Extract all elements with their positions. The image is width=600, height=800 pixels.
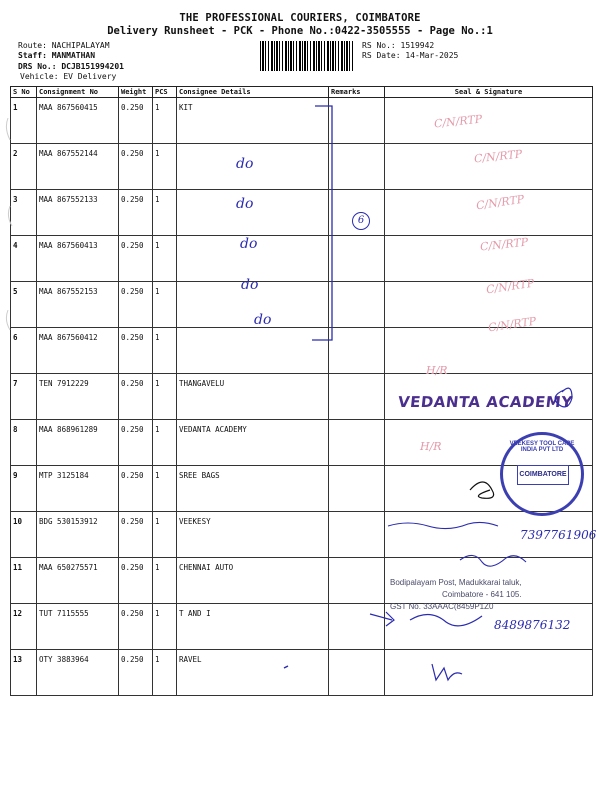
table-cell-weight: 0.250 [119, 466, 153, 512]
sign-phone: 8489876132 [494, 618, 571, 632]
col-weight: Weight [119, 87, 153, 98]
table-cell-consignment: MAA 867560415 [37, 98, 119, 144]
table-cell-pcs: 1 [153, 374, 177, 420]
table-cell-sno: 3 [11, 190, 37, 236]
table-cell-sno: 12 [11, 604, 37, 650]
table-cell-pcs: 1 [153, 236, 177, 282]
company-title: THE PROFESSIONAL COURIERS, COIMBATORE [179, 12, 421, 24]
table-cell-sno: 11 [11, 558, 37, 604]
ditto-mark: do [236, 156, 254, 172]
table-cell-pcs: 1 [153, 190, 177, 236]
table-cell-pcs: 1 [153, 512, 177, 558]
seal-city: COIMBATORE [517, 465, 569, 485]
table-cell-pcs: 1 [153, 466, 177, 512]
ditto-mark: do [241, 277, 259, 293]
remark-count: 6 [352, 212, 370, 230]
drs-label: DRS No.: DCJB151994201 [18, 62, 124, 71]
pink-note: C/N/RTP [475, 192, 525, 213]
table-cell-consignment: MAA 867560413 [37, 236, 119, 282]
table-cell-sno: 5 [11, 282, 37, 328]
table-cell-pcs: 1 [153, 558, 177, 604]
table-cell-consignment: OTY 3883964 [37, 650, 119, 696]
seal-ring-text: VEEKESY TOOL CAPE INDIA PVT LTD [509, 441, 575, 453]
table-cell-consignment: MAA 867552133 [37, 190, 119, 236]
table-cell-consignment: TEN 7912229 [37, 374, 119, 420]
vedanta-stamp: VEDANTA ACADEMY [397, 393, 574, 411]
table-cell-weight: 0.250 [119, 604, 153, 650]
table-cell-weight: 0.250 [119, 374, 153, 420]
pink-note: C/N/RTP [473, 147, 523, 166]
table-cell-consignment: MTP 3125184 [37, 466, 119, 512]
table-cell-sno: 10 [11, 512, 37, 558]
vehicle-label: Vehicle: EV Delivery [20, 72, 117, 81]
table-cell-sno: 2 [11, 144, 37, 190]
ditto-mark: do [254, 312, 272, 328]
runsheet-subtitle: Delivery Runsheet - PCK - Phone No.:0422-3505555 - Page No.:1 [107, 25, 493, 37]
ditto-mark: do [236, 196, 254, 212]
pink-note: C/N/RTP [479, 235, 529, 254]
table-cell-weight: 0.250 [119, 144, 153, 190]
table-cell-consignee: RAVEL [177, 650, 329, 696]
table-cell-sno: 4 [11, 236, 37, 282]
route-label: Route: NACHIPALAYAM [18, 41, 110, 50]
table-cell-weight: 0.250 [119, 650, 153, 696]
hr-mark: H/R [420, 440, 442, 453]
table-cell-consignment: MAA 868961289 [37, 420, 119, 466]
col-consignment: Consignment No [37, 87, 119, 98]
table-cell-pcs: 1 [153, 604, 177, 650]
table-cell-pcs: 1 [153, 328, 177, 374]
col-remarks: Remarks [329, 87, 385, 98]
table-cell-weight: 0.250 [119, 420, 153, 466]
table-cell-consignment: MAA 650275571 [37, 558, 119, 604]
table-cell-sno: 13 [11, 650, 37, 696]
staff-label: Staff: MANMATHAN [18, 51, 96, 60]
table-cell-sno: 8 [11, 420, 37, 466]
table-cell-pcs: 1 [153, 98, 177, 144]
table-cell-weight: 0.250 [119, 558, 153, 604]
table-cell-weight: 0.250 [119, 512, 153, 558]
phone-note: 7397761906 [520, 528, 597, 542]
col-sno: S No [11, 87, 37, 98]
table-cell-consignment: MAA 867552144 [37, 144, 119, 190]
table-cell-consignee: SREE BAGS [177, 466, 329, 512]
table-cell-consignment: MAA 867560412 [37, 328, 119, 374]
address-line: GST No. 33AAAC(8459P1Z0 [390, 602, 494, 611]
table-cell-consignment: TUT 7115555 [37, 604, 119, 650]
ditto-mark: do [240, 236, 258, 252]
table-cell-consignee: VEEKESY [177, 512, 329, 558]
table-cell-weight: 0.250 [119, 328, 153, 374]
hr-mark: H/R [426, 364, 448, 377]
table-cell-pcs: 1 [153, 144, 177, 190]
table-cell-pcs: 1 [153, 650, 177, 696]
table-cell-consignee: VEDANTA ACADEMY [177, 420, 329, 466]
col-pcs: PCS [153, 87, 177, 98]
address-line: Coimbatore - 641 105. [442, 590, 522, 599]
table-cell-weight: 0.250 [119, 190, 153, 236]
pink-note: C/N/RTP [433, 112, 483, 131]
table-cell-weight: 0.250 [119, 98, 153, 144]
table-cell-sno: 7 [11, 374, 37, 420]
rs-date: RS Date: 14-Mar-2025 [362, 51, 459, 60]
table-cell-weight: 0.250 [119, 236, 153, 282]
table-cell-consignment: BDG 530153912 [37, 512, 119, 558]
table-cell-consignee: T AND I [177, 604, 329, 650]
table-cell-consignee: CHENNAI AUTO [177, 558, 329, 604]
table-cell-consignment: MAA 867552153 [37, 282, 119, 328]
table-cell-weight: 0.250 [119, 282, 153, 328]
rs-number: RS No.: 1519942 [362, 41, 435, 50]
table-cell-pcs: 1 [153, 282, 177, 328]
table-cell-sno: 6 [11, 328, 37, 374]
col-seal: Seal & Signature [385, 87, 593, 98]
address-line: Bodipalayam Post, Madukkarai taluk, [390, 578, 522, 587]
table-cell-sno: 9 [11, 466, 37, 512]
pink-note: C/N/RTP [485, 276, 535, 297]
table-cell-sno: 1 [11, 98, 37, 144]
pink-note: C/N/RTP [487, 314, 537, 335]
col-consignee: Consignee Details [177, 87, 329, 98]
table-cell-consignee: KIT [177, 98, 329, 144]
table-cell-pcs: 1 [153, 420, 177, 466]
table-cell-consignee: THANGAVELU [177, 374, 329, 420]
